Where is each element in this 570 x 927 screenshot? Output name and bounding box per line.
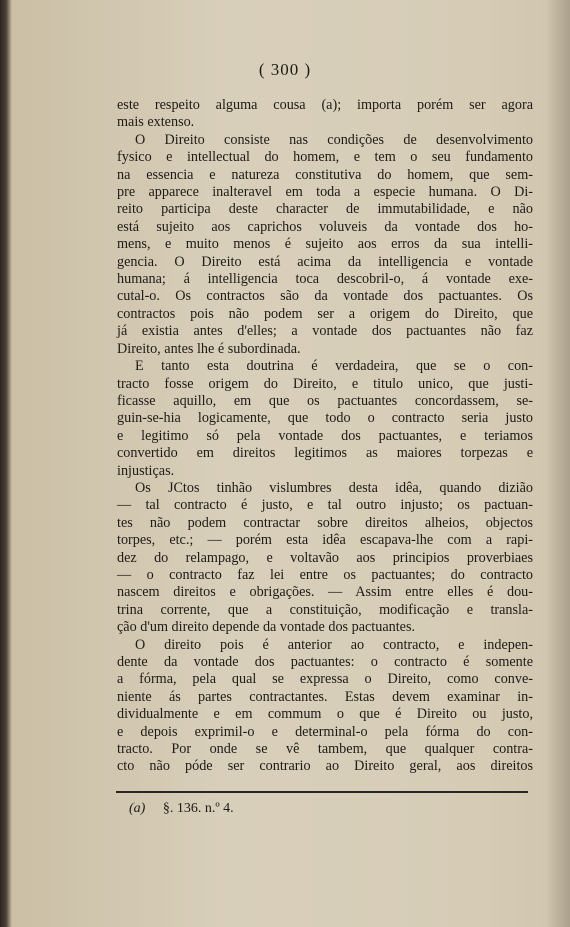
footnote-divider [116, 791, 528, 793]
text-line: tracto. Por onde se vê tambem, que qualquer contra- [117, 741, 533, 758]
text-line: nascem direitos e obrigações. — Assim entre elles é dou- [117, 584, 533, 601]
text-line: e depois exprimil-o e determinal-o pela fórma do con- [117, 723, 533, 740]
text-line: dividualmente e em commum o que é Direito ou justo, [117, 706, 533, 723]
text-line: está sujeito aos caprichos voluveis da vontade dos ho- [117, 218, 533, 235]
text-line: trina corrente, que a constituição, modificação e transla- [117, 601, 533, 618]
body-text [117, 97, 533, 776]
footnote [129, 801, 234, 817]
text-line: contractos pois não podem ser a origem do Direito, que [117, 305, 533, 322]
footnote-text: §. 136. n.º 4. [162, 801, 234, 816]
text-line: — tal contracto é justo, e tal outro injusto; os pactuan- [117, 497, 533, 514]
page-number: ( 300 ) [258, 60, 312, 79]
text-line: torpes, etc.; — porém esta idêa escapava-lhe com a rapi- [117, 532, 533, 549]
text-line: E tanto esta doutrina é verdadeira, que se o con- [135, 358, 533, 375]
footnote-mark: (a) [129, 801, 146, 816]
text-line: cto não póde ser contrario ao Direito geral, aos direitos [117, 758, 533, 775]
text-line: O direito pois é anterior ao contracto, e indepen- [135, 636, 533, 653]
text-line: na essencia e natureza constitutiva do homem, que sem- [117, 166, 533, 183]
text-line: gencia. O Direito está acima da intelligencia e vontade [117, 253, 533, 270]
page-edge-shadow [546, 0, 570, 927]
text-line: injustiças. [117, 462, 175, 479]
text-line: mais extenso. [117, 114, 195, 131]
text-line: tracto fosse origem do Direito, e titulo unico, que justi- [117, 375, 533, 392]
text-line: — o contracto faz lei entre os pactuantes; do contracto [117, 566, 533, 583]
text-line: fysico e intellectual do homem, e tem o seu fundamento [117, 149, 533, 166]
text-line: mens, e muito menos é sujeito aos erros da sua intelli- [117, 236, 533, 253]
text-line: humana; á intelligencia toca descobril-o, á vontade exe- [117, 271, 533, 288]
text-line: ção d'um direito depende da vontade dos pactuantes. [117, 619, 416, 636]
text-line: convertido em direitos legitimos as maiores torpezas e [117, 445, 533, 462]
text-line: guin-se-hia logicamente, que todo o contracto seria justo [117, 410, 533, 427]
text-line: cutal-o. Os contractos são da vontade dos pactuantes. Os [117, 288, 533, 305]
text-line: reito participa deste character de immutabilidade, e não [117, 201, 533, 218]
text-line: ficasse aquillo, em que os pactuantes concordassem, se- [117, 392, 533, 409]
text-line: dez do relampago, e voltavão aos principios proverbiaes [117, 549, 533, 566]
text-line: este respeito alguma cousa (a); importa porém ser agora [117, 97, 533, 113]
text-line: pre apparece inalteravel em toda a especie humana. O Di- [117, 184, 533, 201]
text-line: O Direito consiste nas condições de desenvolvimento [135, 131, 533, 148]
text-line: niente ás partes contractantes. Estas devem examinar in- [117, 688, 533, 705]
text-line: dente da vontade dos pactuantes: o contracto é somente [117, 654, 533, 670]
text-line: a fórma, pela qual se expressa o Direito, como conve- [117, 671, 533, 688]
text-line: Os JCtos tinhão vislumbres desta idêa, quando dizião [135, 479, 533, 496]
text-line: tes não podem contractar sobre direitos alheios, objectos [117, 514, 533, 531]
text-line: Direito, antes lhe é subordinada. [117, 340, 301, 357]
text-line: e legitimo só pela vontade dos pactuantes, e teriamos [117, 427, 533, 444]
text-line: já existia antes d'elles; a vontade dos pactuantes não faz [117, 323, 533, 340]
